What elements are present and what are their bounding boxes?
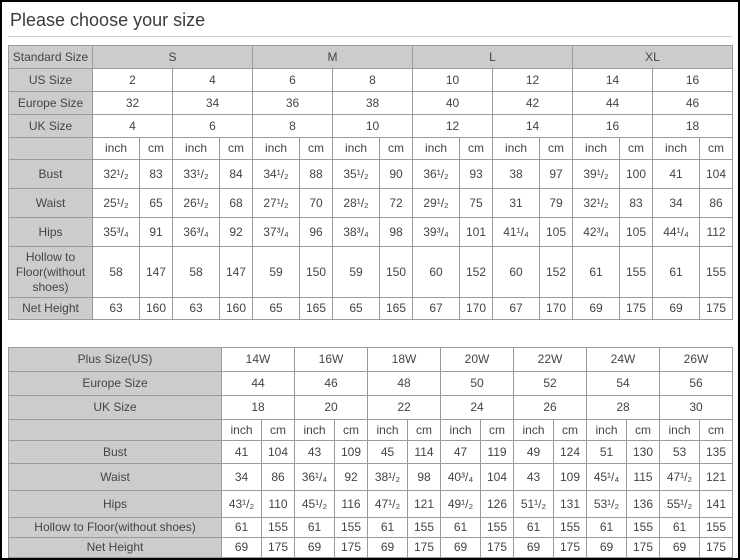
size-value-cell: 26 [514, 396, 587, 420]
row-label: US Size [9, 69, 93, 92]
measure-value-cell: 83 [620, 189, 653, 218]
measure-value-cell: 110 [262, 491, 295, 518]
size-header-cell: M [253, 46, 413, 69]
measure-value-cell: 100 [620, 160, 653, 189]
measure-value-cell: 175 [627, 538, 660, 558]
row-label: Hollow to Floor(without shoes) [9, 247, 93, 298]
measure-value-cell: 43 [514, 464, 554, 491]
unit-header-cm: cm [335, 420, 368, 441]
size-header-cell: 18W [368, 348, 441, 372]
measure-value-cell: 79 [540, 189, 573, 218]
measure-value-cell: 36¹/₄ [295, 464, 335, 491]
measure-value-cell: 69 [587, 538, 627, 558]
size-value-cell: 18 [653, 115, 733, 138]
unit-header-cm: cm [554, 420, 587, 441]
measure-value-cell: 65 [140, 189, 173, 218]
measure-value-cell: 65 [253, 298, 300, 320]
measure-value-cell: 175 [620, 298, 653, 320]
table-row [9, 247, 733, 298]
measure-value-cell: 61 [660, 518, 700, 538]
measure-value-cell: 61 [587, 518, 627, 538]
page-title: Please choose your size [10, 10, 206, 30]
measure-value-cell: 63 [93, 298, 140, 320]
measure-value-cell: 67 [493, 298, 540, 320]
measure-value-cell: 152 [460, 247, 493, 298]
row-label: Bust [9, 441, 222, 464]
table-row [9, 115, 733, 138]
unit-header-inch: inch [368, 420, 408, 441]
row-label: Hollow to Floor(without shoes) [9, 518, 222, 538]
size-value-cell: 10 [413, 69, 493, 92]
unit-header-cm: cm [540, 138, 573, 160]
size-value-cell: 14 [573, 69, 653, 92]
unit-header-cm: cm [700, 420, 733, 441]
measure-value-cell: 61 [573, 247, 620, 298]
measure-value-cell: 155 [620, 247, 653, 298]
title-divider [8, 36, 732, 37]
size-value-cell: 6 [173, 115, 253, 138]
row-label: Bust [9, 160, 93, 189]
plus-table-body [9, 348, 733, 558]
row-label: UK Size [9, 115, 93, 138]
measure-value-cell: 43¹/₂ [222, 491, 262, 518]
row-label: Hips [9, 491, 222, 518]
measure-value-cell: 75 [460, 189, 493, 218]
unit-header-inch: inch [514, 420, 554, 441]
unit-header-inch: inch [660, 420, 700, 441]
size-value-cell: 18 [222, 396, 295, 420]
measure-value-cell: 124 [554, 441, 587, 464]
measure-value-cell: 33¹/₂ [173, 160, 220, 189]
row-label: Hips [9, 218, 93, 247]
unit-header-inch: inch [653, 138, 700, 160]
measure-value-cell: 32¹/₂ [93, 160, 140, 189]
measure-value-cell: 88 [300, 160, 333, 189]
table-row [9, 92, 733, 115]
size-value-cell: 8 [253, 115, 333, 138]
measure-value-cell: 131 [554, 491, 587, 518]
measure-value-cell: 69 [222, 538, 262, 558]
size-header-cell: 26W [660, 348, 733, 372]
measure-value-cell: 53 [660, 441, 700, 464]
measure-value-cell: 86 [700, 189, 733, 218]
table-row [9, 160, 733, 189]
table-corner-label: Standard Size [9, 46, 93, 69]
table-row [9, 69, 733, 92]
measure-value-cell: 35¹/₂ [333, 160, 380, 189]
unit-header-inch: inch [222, 420, 262, 441]
measure-value-cell: 109 [335, 441, 368, 464]
measure-value-cell: 39³/₄ [413, 218, 460, 247]
measure-value-cell: 41¹/₄ [493, 218, 540, 247]
table-corner-label: Plus Size(US) [9, 348, 222, 372]
size-header-cell: 14W [222, 348, 295, 372]
size-value-cell: 16 [653, 69, 733, 92]
size-value-cell: 48 [368, 372, 441, 396]
measure-value-cell: 61 [653, 247, 700, 298]
row-label: Net Height [9, 298, 93, 320]
measure-value-cell: 155 [554, 518, 587, 538]
measure-value-cell: 38³/₄ [333, 218, 380, 247]
measure-value-cell: 69 [653, 298, 700, 320]
unit-header-cm: cm [380, 138, 413, 160]
measure-value-cell: 69 [441, 538, 481, 558]
measure-value-cell: 165 [300, 298, 333, 320]
measure-value-cell: 70 [300, 189, 333, 218]
size-value-cell: 14 [493, 115, 573, 138]
measure-value-cell: 60 [413, 247, 460, 298]
size-value-cell: 32 [93, 92, 173, 115]
measure-value-cell: 61 [295, 518, 335, 538]
measure-value-cell: 155 [700, 518, 733, 538]
table-row [9, 348, 733, 372]
size-value-cell: 42 [493, 92, 573, 115]
measure-value-cell: 83 [140, 160, 173, 189]
table-row [9, 420, 733, 441]
size-header-cell: XL [573, 46, 733, 69]
measure-value-cell: 26¹/₂ [173, 189, 220, 218]
measure-value-cell: 84 [220, 160, 253, 189]
unit-header-inch: inch [93, 138, 140, 160]
size-value-cell: 52 [514, 372, 587, 396]
measure-value-cell: 150 [380, 247, 413, 298]
measure-value-cell: 175 [700, 538, 733, 558]
size-value-cell: 28 [587, 396, 660, 420]
measure-value-cell: 47 [441, 441, 481, 464]
measure-value-cell: 69 [573, 298, 620, 320]
measure-value-cell: 42³/₄ [573, 218, 620, 247]
row-label: Waist [9, 189, 93, 218]
unit-header-cm: cm [700, 138, 733, 160]
measure-value-cell: 49 [514, 441, 554, 464]
measure-value-cell: 41 [653, 160, 700, 189]
measure-value-cell: 160 [140, 298, 173, 320]
measure-value-cell: 29¹/₂ [413, 189, 460, 218]
measure-value-cell: 175 [262, 538, 295, 558]
size-header-cell: S [93, 46, 253, 69]
measure-value-cell: 155 [481, 518, 514, 538]
measure-value-cell: 34 [653, 189, 700, 218]
size-header-cell: 16W [295, 348, 368, 372]
measure-value-cell: 45¹/₄ [587, 464, 627, 491]
measure-value-cell: 69 [660, 538, 700, 558]
size-value-cell: 24 [441, 396, 514, 420]
table-row [9, 441, 733, 464]
measure-value-cell: 68 [220, 189, 253, 218]
measure-value-cell: 69 [368, 538, 408, 558]
unit-header-cm: cm [140, 138, 173, 160]
measure-value-cell: 175 [700, 298, 733, 320]
table-row [9, 396, 733, 420]
measure-value-cell: 63 [173, 298, 220, 320]
unit-header-inch: inch [413, 138, 460, 160]
size-header-cell: L [413, 46, 573, 69]
measure-value-cell: 98 [408, 464, 441, 491]
row-label-empty [9, 138, 93, 160]
measure-value-cell: 59 [253, 247, 300, 298]
unit-header-inch: inch [493, 138, 540, 160]
size-value-cell: 30 [660, 396, 733, 420]
size-value-cell: 54 [587, 372, 660, 396]
measure-value-cell: 175 [335, 538, 368, 558]
measure-value-cell: 72 [380, 189, 413, 218]
unit-header-cm: cm [460, 138, 493, 160]
plus-size-table [8, 347, 733, 558]
table-row [9, 464, 733, 491]
row-label: Waist [9, 464, 222, 491]
measure-value-cell: 69 [514, 538, 554, 558]
size-value-cell: 46 [653, 92, 733, 115]
size-value-cell: 56 [660, 372, 733, 396]
measure-value-cell: 150 [300, 247, 333, 298]
measure-value-cell: 175 [408, 538, 441, 558]
measure-value-cell: 59 [333, 247, 380, 298]
measure-value-cell: 104 [262, 441, 295, 464]
unit-header-inch: inch [253, 138, 300, 160]
size-value-cell: 22 [368, 396, 441, 420]
measure-value-cell: 36¹/₂ [413, 160, 460, 189]
measure-value-cell: 105 [620, 218, 653, 247]
measure-value-cell: 51 [587, 441, 627, 464]
measure-value-cell: 51¹/₂ [514, 491, 554, 518]
row-label: Europe Size [9, 372, 222, 396]
table-row [9, 372, 733, 396]
unit-header-cm: cm [620, 138, 653, 160]
unit-header-inch: inch [441, 420, 481, 441]
unit-header-inch: inch [173, 138, 220, 160]
row-label: UK Size [9, 396, 222, 420]
measure-value-cell: 44¹/₄ [653, 218, 700, 247]
measure-value-cell: 41 [222, 441, 262, 464]
measure-value-cell: 155 [335, 518, 368, 538]
unit-header-cm: cm [408, 420, 441, 441]
measure-value-cell: 116 [335, 491, 368, 518]
size-header-cell: 20W [441, 348, 514, 372]
unit-header-cm: cm [262, 420, 295, 441]
measure-value-cell: 126 [481, 491, 514, 518]
size-header-cell: 22W [514, 348, 587, 372]
measure-value-cell: 136 [627, 491, 660, 518]
size-value-cell: 12 [493, 69, 573, 92]
measure-value-cell: 55¹/₂ [660, 491, 700, 518]
standard-size-table [8, 45, 733, 320]
size-header-cell: 24W [587, 348, 660, 372]
measure-value-cell: 160 [220, 298, 253, 320]
measure-value-cell: 165 [380, 298, 413, 320]
row-label: Europe Size [9, 92, 93, 115]
unit-header-inch: inch [333, 138, 380, 160]
measure-value-cell: 25¹/₂ [93, 189, 140, 218]
measure-value-cell: 90 [380, 160, 413, 189]
unit-header-cm: cm [220, 138, 253, 160]
measure-value-cell: 45¹/₂ [295, 491, 335, 518]
measure-value-cell: 38¹/₂ [368, 464, 408, 491]
size-value-cell: 20 [295, 396, 368, 420]
measure-value-cell: 92 [335, 464, 368, 491]
size-value-cell: 44 [573, 92, 653, 115]
size-value-cell: 4 [93, 115, 173, 138]
row-label-empty [9, 420, 222, 441]
table-row [9, 518, 733, 538]
measure-value-cell: 36³/₄ [173, 218, 220, 247]
measure-value-cell: 67 [413, 298, 460, 320]
size-value-cell: 40 [413, 92, 493, 115]
size-value-cell: 16 [573, 115, 653, 138]
measure-value-cell: 141 [700, 491, 733, 518]
measure-value-cell: 45 [368, 441, 408, 464]
measure-value-cell: 47¹/₂ [368, 491, 408, 518]
measure-value-cell: 40³/₄ [441, 464, 481, 491]
unit-header-cm: cm [481, 420, 514, 441]
measure-value-cell: 38 [493, 160, 540, 189]
measure-value-cell: 49¹/₂ [441, 491, 481, 518]
measure-value-cell: 34 [222, 464, 262, 491]
measure-value-cell: 34¹/₂ [253, 160, 300, 189]
measure-value-cell: 114 [408, 441, 441, 464]
size-value-cell: 36 [253, 92, 333, 115]
measure-value-cell: 155 [408, 518, 441, 538]
measure-value-cell: 91 [140, 218, 173, 247]
measure-value-cell: 28¹/₂ [333, 189, 380, 218]
measure-value-cell: 170 [540, 298, 573, 320]
measure-value-cell: 61 [368, 518, 408, 538]
standard-table-body [9, 46, 733, 320]
measure-value-cell: 86 [262, 464, 295, 491]
measure-value-cell: 105 [540, 218, 573, 247]
measure-value-cell: 97 [540, 160, 573, 189]
measure-value-cell: 152 [540, 247, 573, 298]
measure-value-cell: 61 [514, 518, 554, 538]
unit-header-inch: inch [573, 138, 620, 160]
measure-value-cell: 92 [220, 218, 253, 247]
measure-value-cell: 27¹/₂ [253, 189, 300, 218]
size-value-cell: 38 [333, 92, 413, 115]
measure-value-cell: 175 [554, 538, 587, 558]
measure-value-cell: 98 [380, 218, 413, 247]
measure-value-cell: 155 [627, 518, 660, 538]
row-label: Net Height [9, 538, 222, 558]
measure-value-cell: 119 [481, 441, 514, 464]
measure-value-cell: 43 [295, 441, 335, 464]
table-row [9, 138, 733, 160]
unit-header-cm: cm [300, 138, 333, 160]
size-value-cell: 2 [93, 69, 173, 92]
measure-value-cell: 58 [173, 247, 220, 298]
measure-value-cell: 60 [493, 247, 540, 298]
measure-value-cell: 31 [493, 189, 540, 218]
size-value-cell: 50 [441, 372, 514, 396]
size-value-cell: 8 [333, 69, 413, 92]
table-row [9, 46, 733, 69]
measure-value-cell: 175 [481, 538, 514, 558]
measure-value-cell: 53¹/₂ [587, 491, 627, 518]
unit-header-cm: cm [627, 420, 660, 441]
measure-value-cell: 147 [220, 247, 253, 298]
unit-header-inch: inch [295, 420, 335, 441]
measure-value-cell: 61 [441, 518, 481, 538]
size-value-cell: 12 [413, 115, 493, 138]
measure-value-cell: 121 [408, 491, 441, 518]
measure-value-cell: 69 [295, 538, 335, 558]
measure-value-cell: 155 [262, 518, 295, 538]
size-value-cell: 10 [333, 115, 413, 138]
size-value-cell: 34 [173, 92, 253, 115]
measure-value-cell: 39¹/₂ [573, 160, 620, 189]
measure-value-cell: 121 [700, 464, 733, 491]
unit-header-inch: inch [587, 420, 627, 441]
measure-value-cell: 170 [460, 298, 493, 320]
measure-value-cell: 96 [300, 218, 333, 247]
measure-value-cell: 109 [554, 464, 587, 491]
measure-value-cell: 112 [700, 218, 733, 247]
measure-value-cell: 147 [140, 247, 173, 298]
measure-value-cell: 37³/₄ [253, 218, 300, 247]
table-row [9, 218, 733, 247]
measure-value-cell: 65 [333, 298, 380, 320]
measure-value-cell: 101 [460, 218, 493, 247]
size-value-cell: 6 [253, 69, 333, 92]
measure-value-cell: 58 [93, 247, 140, 298]
measure-value-cell: 135 [700, 441, 733, 464]
size-value-cell: 44 [222, 372, 295, 396]
measure-value-cell: 104 [700, 160, 733, 189]
measure-value-cell: 93 [460, 160, 493, 189]
table-row [9, 189, 733, 218]
measure-value-cell: 47¹/₂ [660, 464, 700, 491]
size-value-cell: 46 [295, 372, 368, 396]
table-row [9, 298, 733, 320]
measure-value-cell: 130 [627, 441, 660, 464]
table-row [9, 491, 733, 518]
measure-value-cell: 35³/₄ [93, 218, 140, 247]
size-value-cell: 4 [173, 69, 253, 92]
measure-value-cell: 115 [627, 464, 660, 491]
measure-value-cell: 155 [700, 247, 733, 298]
measure-value-cell: 61 [222, 518, 262, 538]
measure-value-cell: 104 [481, 464, 514, 491]
measure-value-cell: 32¹/₂ [573, 189, 620, 218]
table-row [9, 538, 733, 558]
